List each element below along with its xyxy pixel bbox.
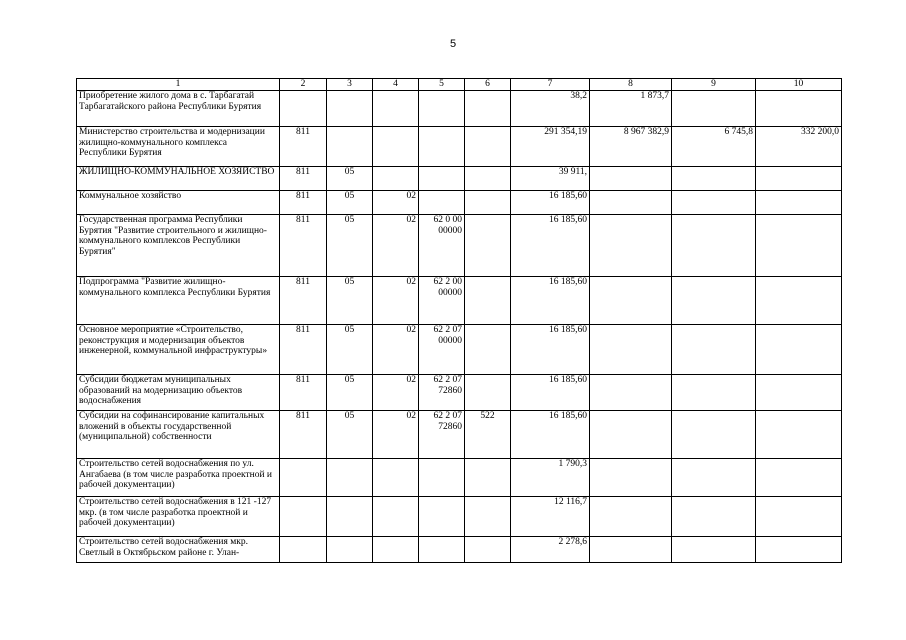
cell-col10 xyxy=(756,215,842,277)
row-name: Государственная программа Республики Бурятия "Развитие строительного и жилищно-коммунального комплексов Республики Бурятия" xyxy=(77,215,280,277)
table-row xyxy=(77,411,842,459)
row-name: Подпрограмма "Развитие жилищно-коммунального комплекса Республики Бурятия xyxy=(77,277,280,325)
cell-col6 xyxy=(465,375,511,411)
cell-col7: 16 185,60 xyxy=(511,375,590,411)
column-header: 10 xyxy=(756,79,842,91)
row-name: Министерство строительства и модернизации жилищно-коммунального комплекса Республики Бурятия xyxy=(77,127,280,167)
cell-col3 xyxy=(327,91,373,127)
cell-col10 xyxy=(756,277,842,325)
row-name: Приобретение жилого дома в с. Тарбагатай Тарбагатайского района Республики Бурятия xyxy=(77,91,280,127)
cell-col5: 62 2 07 72860 xyxy=(419,411,465,459)
cell-col8 xyxy=(590,215,672,277)
cell-col10: 332 200,0 xyxy=(756,127,842,167)
cell-col9 xyxy=(672,191,756,215)
cell-col6 xyxy=(465,537,511,563)
cell-col4: 02 xyxy=(373,191,419,215)
row-name: Строительство сетей водоснабжения в 121 -127 мкр. (в том числе разработка проектной и рабочей документации) xyxy=(77,497,280,537)
cell-col9 xyxy=(672,459,756,497)
cell-col2 xyxy=(280,497,327,537)
column-header: 8 xyxy=(590,79,672,91)
row-name: Коммунальное хозяйство xyxy=(77,191,280,215)
cell-col4: 02 xyxy=(373,215,419,277)
cell-col9 xyxy=(672,167,756,191)
cell-col9: 6 745,8 xyxy=(672,127,756,167)
column-header: 4 xyxy=(373,79,419,91)
row-name: Субсидии на софинансирование капитальных вложений в объекты государственной (муниципальной) собственности xyxy=(77,411,280,459)
cell-col4 xyxy=(373,91,419,127)
column-header: 2 xyxy=(280,79,327,91)
cell-col8 xyxy=(590,537,672,563)
cell-col7: 38,2 xyxy=(511,91,590,127)
cell-col5: 62 0 00 00000 xyxy=(419,215,465,277)
cell-col9 xyxy=(672,215,756,277)
column-header: 1 xyxy=(77,79,280,91)
cell-col6 xyxy=(465,497,511,537)
cell-col3: 05 xyxy=(327,375,373,411)
cell-col5 xyxy=(419,91,465,127)
cell-col7: 39 911, xyxy=(511,167,590,191)
table-row xyxy=(77,91,842,127)
cell-col6: 522 xyxy=(465,411,511,459)
cell-col7: 16 185,60 xyxy=(511,215,590,277)
cell-col4 xyxy=(373,167,419,191)
cell-col2: 811 xyxy=(280,325,327,375)
cell-col3: 05 xyxy=(327,277,373,325)
cell-col2: 811 xyxy=(280,411,327,459)
column-header: 3 xyxy=(327,79,373,91)
cell-col5 xyxy=(419,497,465,537)
cell-col5 xyxy=(419,167,465,191)
cell-col6 xyxy=(465,215,511,277)
table-row xyxy=(77,277,842,325)
cell-col2: 811 xyxy=(280,277,327,325)
cell-col8: 8 967 382,9 xyxy=(590,127,672,167)
cell-col8 xyxy=(590,167,672,191)
cell-col3 xyxy=(327,127,373,167)
cell-col5: 62 2 07 72860 xyxy=(419,375,465,411)
cell-col8 xyxy=(590,191,672,215)
table-row xyxy=(77,215,842,277)
cell-col2: 811 xyxy=(280,375,327,411)
cell-col9 xyxy=(672,277,756,325)
cell-col10 xyxy=(756,537,842,563)
cell-col3 xyxy=(327,459,373,497)
cell-col7: 16 185,60 xyxy=(511,325,590,375)
table-row xyxy=(77,127,842,167)
table-row xyxy=(77,375,842,411)
cell-col2 xyxy=(280,459,327,497)
cell-col5: 62 2 00 00000 xyxy=(419,277,465,325)
cell-col10 xyxy=(756,375,842,411)
cell-col3 xyxy=(327,537,373,563)
table-header-row xyxy=(77,79,842,91)
cell-col9 xyxy=(672,325,756,375)
cell-col6 xyxy=(465,91,511,127)
row-name: Строительство сетей водоснабжения по ул. Ангабаева (в том числе разработка проектной и рабочей документации) xyxy=(77,459,280,497)
cell-col2 xyxy=(280,91,327,127)
cell-col10 xyxy=(756,411,842,459)
cell-col10 xyxy=(756,325,842,375)
cell-col2: 811 xyxy=(280,127,327,167)
cell-col3: 05 xyxy=(327,191,373,215)
cell-col4: 02 xyxy=(373,411,419,459)
cell-col3 xyxy=(327,497,373,537)
cell-col9 xyxy=(672,375,756,411)
page-number: 5 xyxy=(449,38,457,50)
table-row xyxy=(77,459,842,497)
cell-col10 xyxy=(756,497,842,537)
cell-col8 xyxy=(590,375,672,411)
cell-col4: 02 xyxy=(373,277,419,325)
cell-col9 xyxy=(672,497,756,537)
cell-col9 xyxy=(672,537,756,563)
cell-col8 xyxy=(590,497,672,537)
table-row xyxy=(77,167,842,191)
cell-col10 xyxy=(756,191,842,215)
cell-col4: 02 xyxy=(373,325,419,375)
cell-col8 xyxy=(590,459,672,497)
cell-col2 xyxy=(280,537,327,563)
cell-col9 xyxy=(672,91,756,127)
cell-col6 xyxy=(465,191,511,215)
budget-table xyxy=(76,78,842,563)
cell-col6 xyxy=(465,277,511,325)
column-header: 9 xyxy=(672,79,756,91)
cell-col4: 02 xyxy=(373,375,419,411)
cell-col6 xyxy=(465,167,511,191)
cell-col6 xyxy=(465,325,511,375)
row-name: Основное мероприятие «Строительство, реконструкция и модернизация объектов инженерной, коммунальной инфраструктуры» xyxy=(77,325,280,375)
cell-col2: 811 xyxy=(280,191,327,215)
cell-col8: 1 873,7 xyxy=(590,91,672,127)
cell-col3: 05 xyxy=(327,215,373,277)
cell-col8 xyxy=(590,411,672,459)
cell-col5 xyxy=(419,127,465,167)
cell-col3: 05 xyxy=(327,167,373,191)
cell-col7: 16 185,60 xyxy=(511,277,590,325)
table-row xyxy=(77,537,842,563)
cell-col4 xyxy=(373,537,419,563)
table-row xyxy=(77,497,842,537)
cell-col7: 16 185,60 xyxy=(511,411,590,459)
cell-col7: 16 185,60 xyxy=(511,191,590,215)
cell-col8 xyxy=(590,277,672,325)
cell-col7: 2 278,6 xyxy=(511,537,590,563)
cell-col7: 291 354,19 xyxy=(511,127,590,167)
cell-col3: 05 xyxy=(327,411,373,459)
cell-col6 xyxy=(465,459,511,497)
cell-col3: 05 xyxy=(327,325,373,375)
row-name: Субсидии бюджетам муниципальных образований на модернизацию объектов водоснабжения xyxy=(77,375,280,411)
cell-col4 xyxy=(373,497,419,537)
cell-col10 xyxy=(756,459,842,497)
table-row xyxy=(77,191,842,215)
cell-col5: 62 2 07 00000 xyxy=(419,325,465,375)
column-header: 6 xyxy=(465,79,511,91)
cell-col7: 12 116,7 xyxy=(511,497,590,537)
row-name: ЖИЛИЩНО-КОММУНАЛЬНОЕ ХОЗЯЙСТВО xyxy=(77,167,280,191)
cell-col4 xyxy=(373,459,419,497)
cell-col4 xyxy=(373,127,419,167)
table-row xyxy=(77,325,842,375)
cell-col5 xyxy=(419,537,465,563)
cell-col10 xyxy=(756,91,842,127)
cell-col8 xyxy=(590,325,672,375)
cell-col2: 811 xyxy=(280,167,327,191)
cell-col10 xyxy=(756,167,842,191)
cell-col2: 811 xyxy=(280,215,327,277)
cell-col5 xyxy=(419,191,465,215)
row-name: Строительство сетей водоснабжения мкр. Светлый в Октябрьском районе г. Улан- xyxy=(77,537,280,563)
column-header: 5 xyxy=(419,79,465,91)
cell-col6 xyxy=(465,127,511,167)
cell-col7: 1 790,3 xyxy=(511,459,590,497)
cell-col9 xyxy=(672,411,756,459)
cell-col5 xyxy=(419,459,465,497)
column-header: 7 xyxy=(511,79,590,91)
